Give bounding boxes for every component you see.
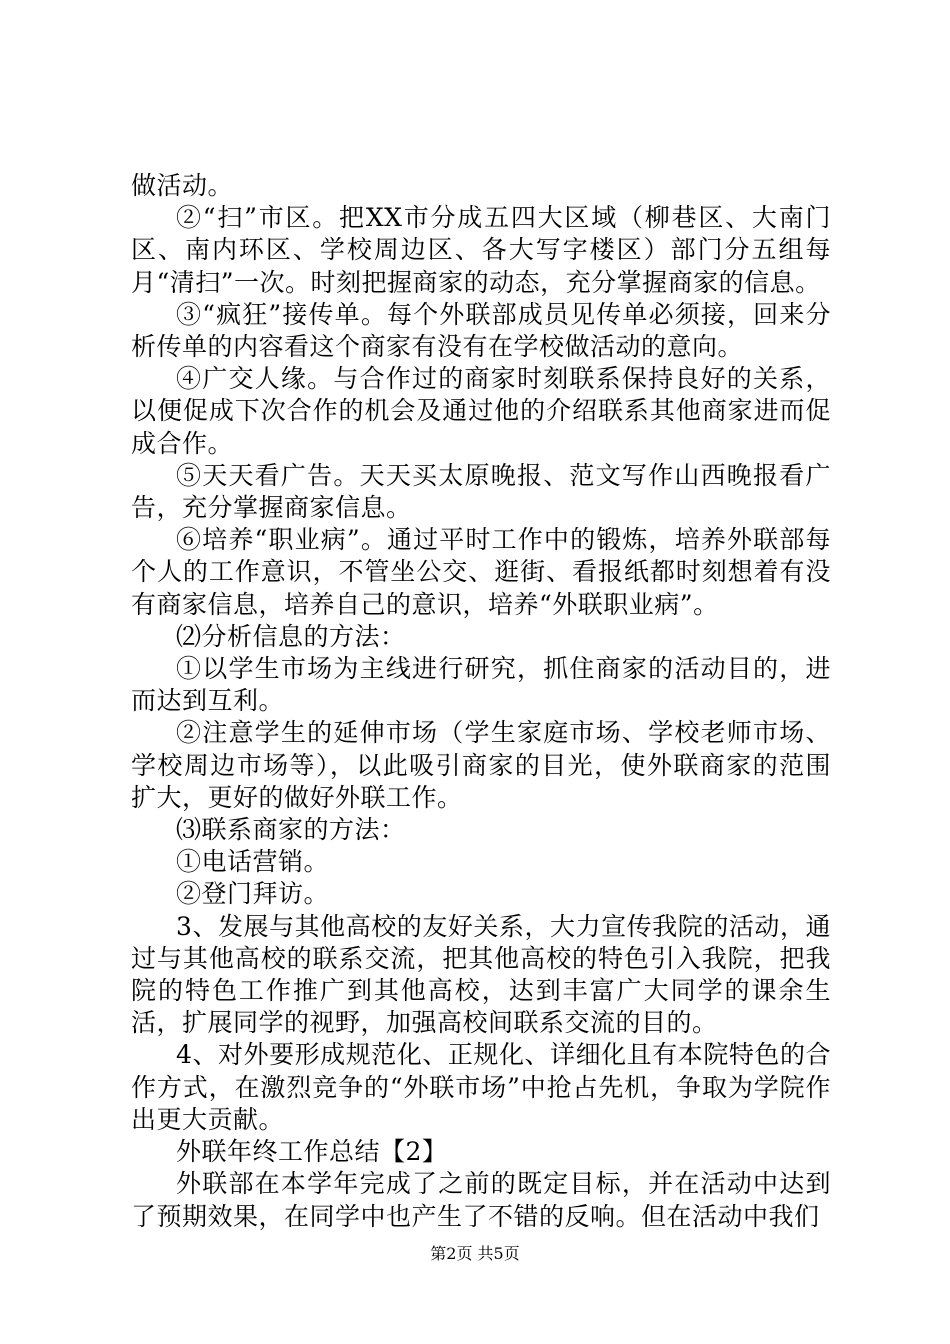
paragraph: ②“扫”市区。把XX市分成五四大区域（柳巷区、大南门区、南内环区、学校周边区、各大写字楼区）部门分五组每月“清扫”一次。时刻把握商家的动态，充分掌握商家的信息。 (131, 203, 831, 297)
document-body (131, 170, 831, 1233)
paragraph: ①电话营销。 (176, 847, 330, 877)
paragraph: 4、对外要形成规范化、正规化、详细化且有本院特色的合作方式，在激烈竞争的“外联市场”中抢占先机，争取为学院作出更大贡献。 (131, 1040, 831, 1134)
page-footer (0, 1244, 950, 1264)
paragraph: ①以学生市场为主线进行研究，抓住商家的活动目的，进而达到互利。 (131, 654, 831, 716)
paragraph: ⑤天天看广告。天天买太原晚报、范文写作山西晚报看广告，充分掌握商家信息。 (131, 460, 831, 523)
paragraph: 做活动。 (131, 171, 234, 200)
paragraph: 3、发展与其他高校的友好关系，大力宣传我院的活动，通过与其他高校的联系交流，把其他高校的特色引入我院，把我院的特色工作推广到其他高校，达到丰富广大同学的课余生活，扩展同学的视野，加强高校间联系交流的目的。 (131, 911, 831, 1038)
paragraph: ②注意学生的延伸市场（学生家庭市场、学校老师市场、学校周边市场等），以此吸引商家的目光，使外联商家的范围扩大，更好的做好外联工作。 (131, 718, 831, 812)
subheading: ⑶联系商家的方法： (176, 815, 406, 845)
subheading: ⑵分析信息的方法： (176, 621, 406, 651)
paragraph: 外联部在本学年完成了之前的既定目标，并在活动中达到了预期效果，在同学中也产生了不错的反响。但在活动中我们 (131, 1169, 831, 1231)
page-number: 第2页 共5页 (430, 1244, 520, 1263)
paragraph: ④广交人缘。与合作过的商家时刻联系保持良好的关系，以便促成下次合作的机会及通过他的介绍联系其他商家进而促成合作。 (131, 364, 831, 458)
section-title: 外联年终工作总结【2】 (176, 1137, 448, 1167)
paragraph: ⑥培养“职业病”。通过平时工作中的锻炼，培养外联部每个人的工作意识，不管坐公交、逛街、看报纸都时刻想着有没有商家信息，培养自己的意识，培养“外联职业病”。 (131, 525, 831, 619)
paragraph: ③“疯狂”接传单。每个外联部成员见传单必须接，回来分析传单的内容看这个商家有没有在学校做活动的意向。 (131, 299, 831, 362)
paragraph: ②登门拜访。 (176, 879, 330, 909)
